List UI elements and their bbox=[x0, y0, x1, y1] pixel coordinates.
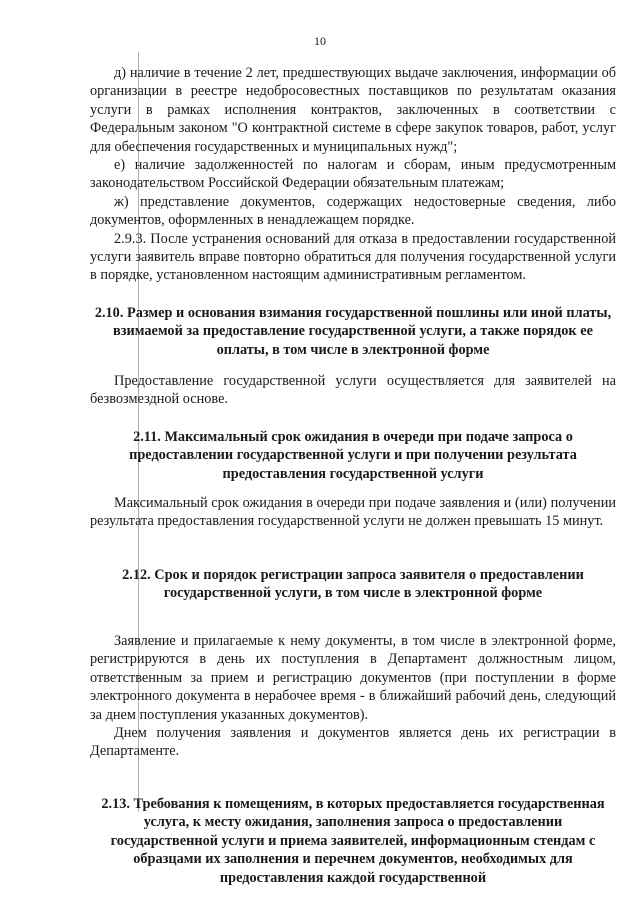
item-d: д) наличие в течение 2 лет, предшествующих выдаче заключения, информации об организации в реестре недобросовестных поставщиков по результатам оказания услуги в рамках исполнения контрактов, заключенных в соответствии с Федеральным законом "О контрактной системе в сфере закупок товаров, работ, услуг для обеспечения государственных и муниципальных нужд"; bbox=[90, 65, 616, 155]
section-2-12-text-1: Заявление и прилагаемые к нему документы, в том числе в электронной форме, регистрируются в день их поступления в Департамент должностным лицом, ответственным за прием и регистрацию документов (при поступлении в форме электронного документа в нерабочее время - в ближайший рабочий день, следующий за днем поступления указанных документов). bbox=[90, 633, 616, 723]
section-2-12-text-2: Днем получения заявления и документов является день их регистрации в Департаменте. bbox=[90, 725, 616, 760]
section-2-10-body bbox=[90, 372, 616, 409]
section-2-11-text: Максимальный срок ожидания в очереди при подаче заявления и (или) получении результата предоставления государственной услуги не должен превышать 15 минут. bbox=[90, 495, 616, 530]
item-e: е) наличие задолженностей по налогам и сборам, иным предусмотренным законодательством Российской Федерации обязательным платежам; bbox=[90, 157, 616, 192]
section-2-11-heading: 2.11. Максимальный срок ожидания в очереди при подаче запроса о предоставлении государственной услуги и при получении результата предоставления государственной услуги bbox=[129, 429, 577, 482]
section-2-13-heading-block bbox=[90, 795, 616, 887]
paragraph-2-9-3: 2.9.3. После устранения оснований для отказа в предоставлении государственной услуги заявитель вправе повторно обратиться для получения государственной услуги в порядке, установленном настоящим административным регламентом. bbox=[90, 230, 616, 284]
section-2-10-text: Предоставление государственной услуги осуществляется для заявителей на безвозмездной основе. bbox=[90, 373, 616, 408]
section-2-13-heading: 2.13. Требования к помещениям, в которых предоставляется государственная услуга, к месту ожидания, заполнения запроса о предоставлении государственной услуги и приема заявителей, информационным стендам с образцами их заполнения и перечнем документов, необходимых для предоставления каждой государственной bbox=[101, 796, 605, 886]
section-2-11-body bbox=[90, 494, 616, 531]
section-2-10-heading: 2.10. Размер и основания взимания государственной пошлины или иной платы, взимаемой за предоставление государственной услуги, а также порядок ее оплаты, в том числе в электронной форме bbox=[94, 305, 612, 358]
item-zh: ж) представление документов, содержащих недостоверные сведения, либо документов, оформленных в ненадлежащем порядке. bbox=[90, 193, 616, 229]
section-2-10-heading-block bbox=[90, 304, 616, 359]
section-2-12-heading: 2.12. Срок и порядок регистрации запроса заявителя о предоставлении государственной услуги, в том числе в электронной форме bbox=[122, 567, 584, 602]
refusal-grounds-block bbox=[90, 64, 616, 285]
section-2-11-heading-block bbox=[90, 428, 616, 483]
page-number: 10 bbox=[314, 34, 326, 48]
section-2-12-heading-block bbox=[90, 566, 616, 603]
section-2-12-body bbox=[90, 632, 616, 761]
